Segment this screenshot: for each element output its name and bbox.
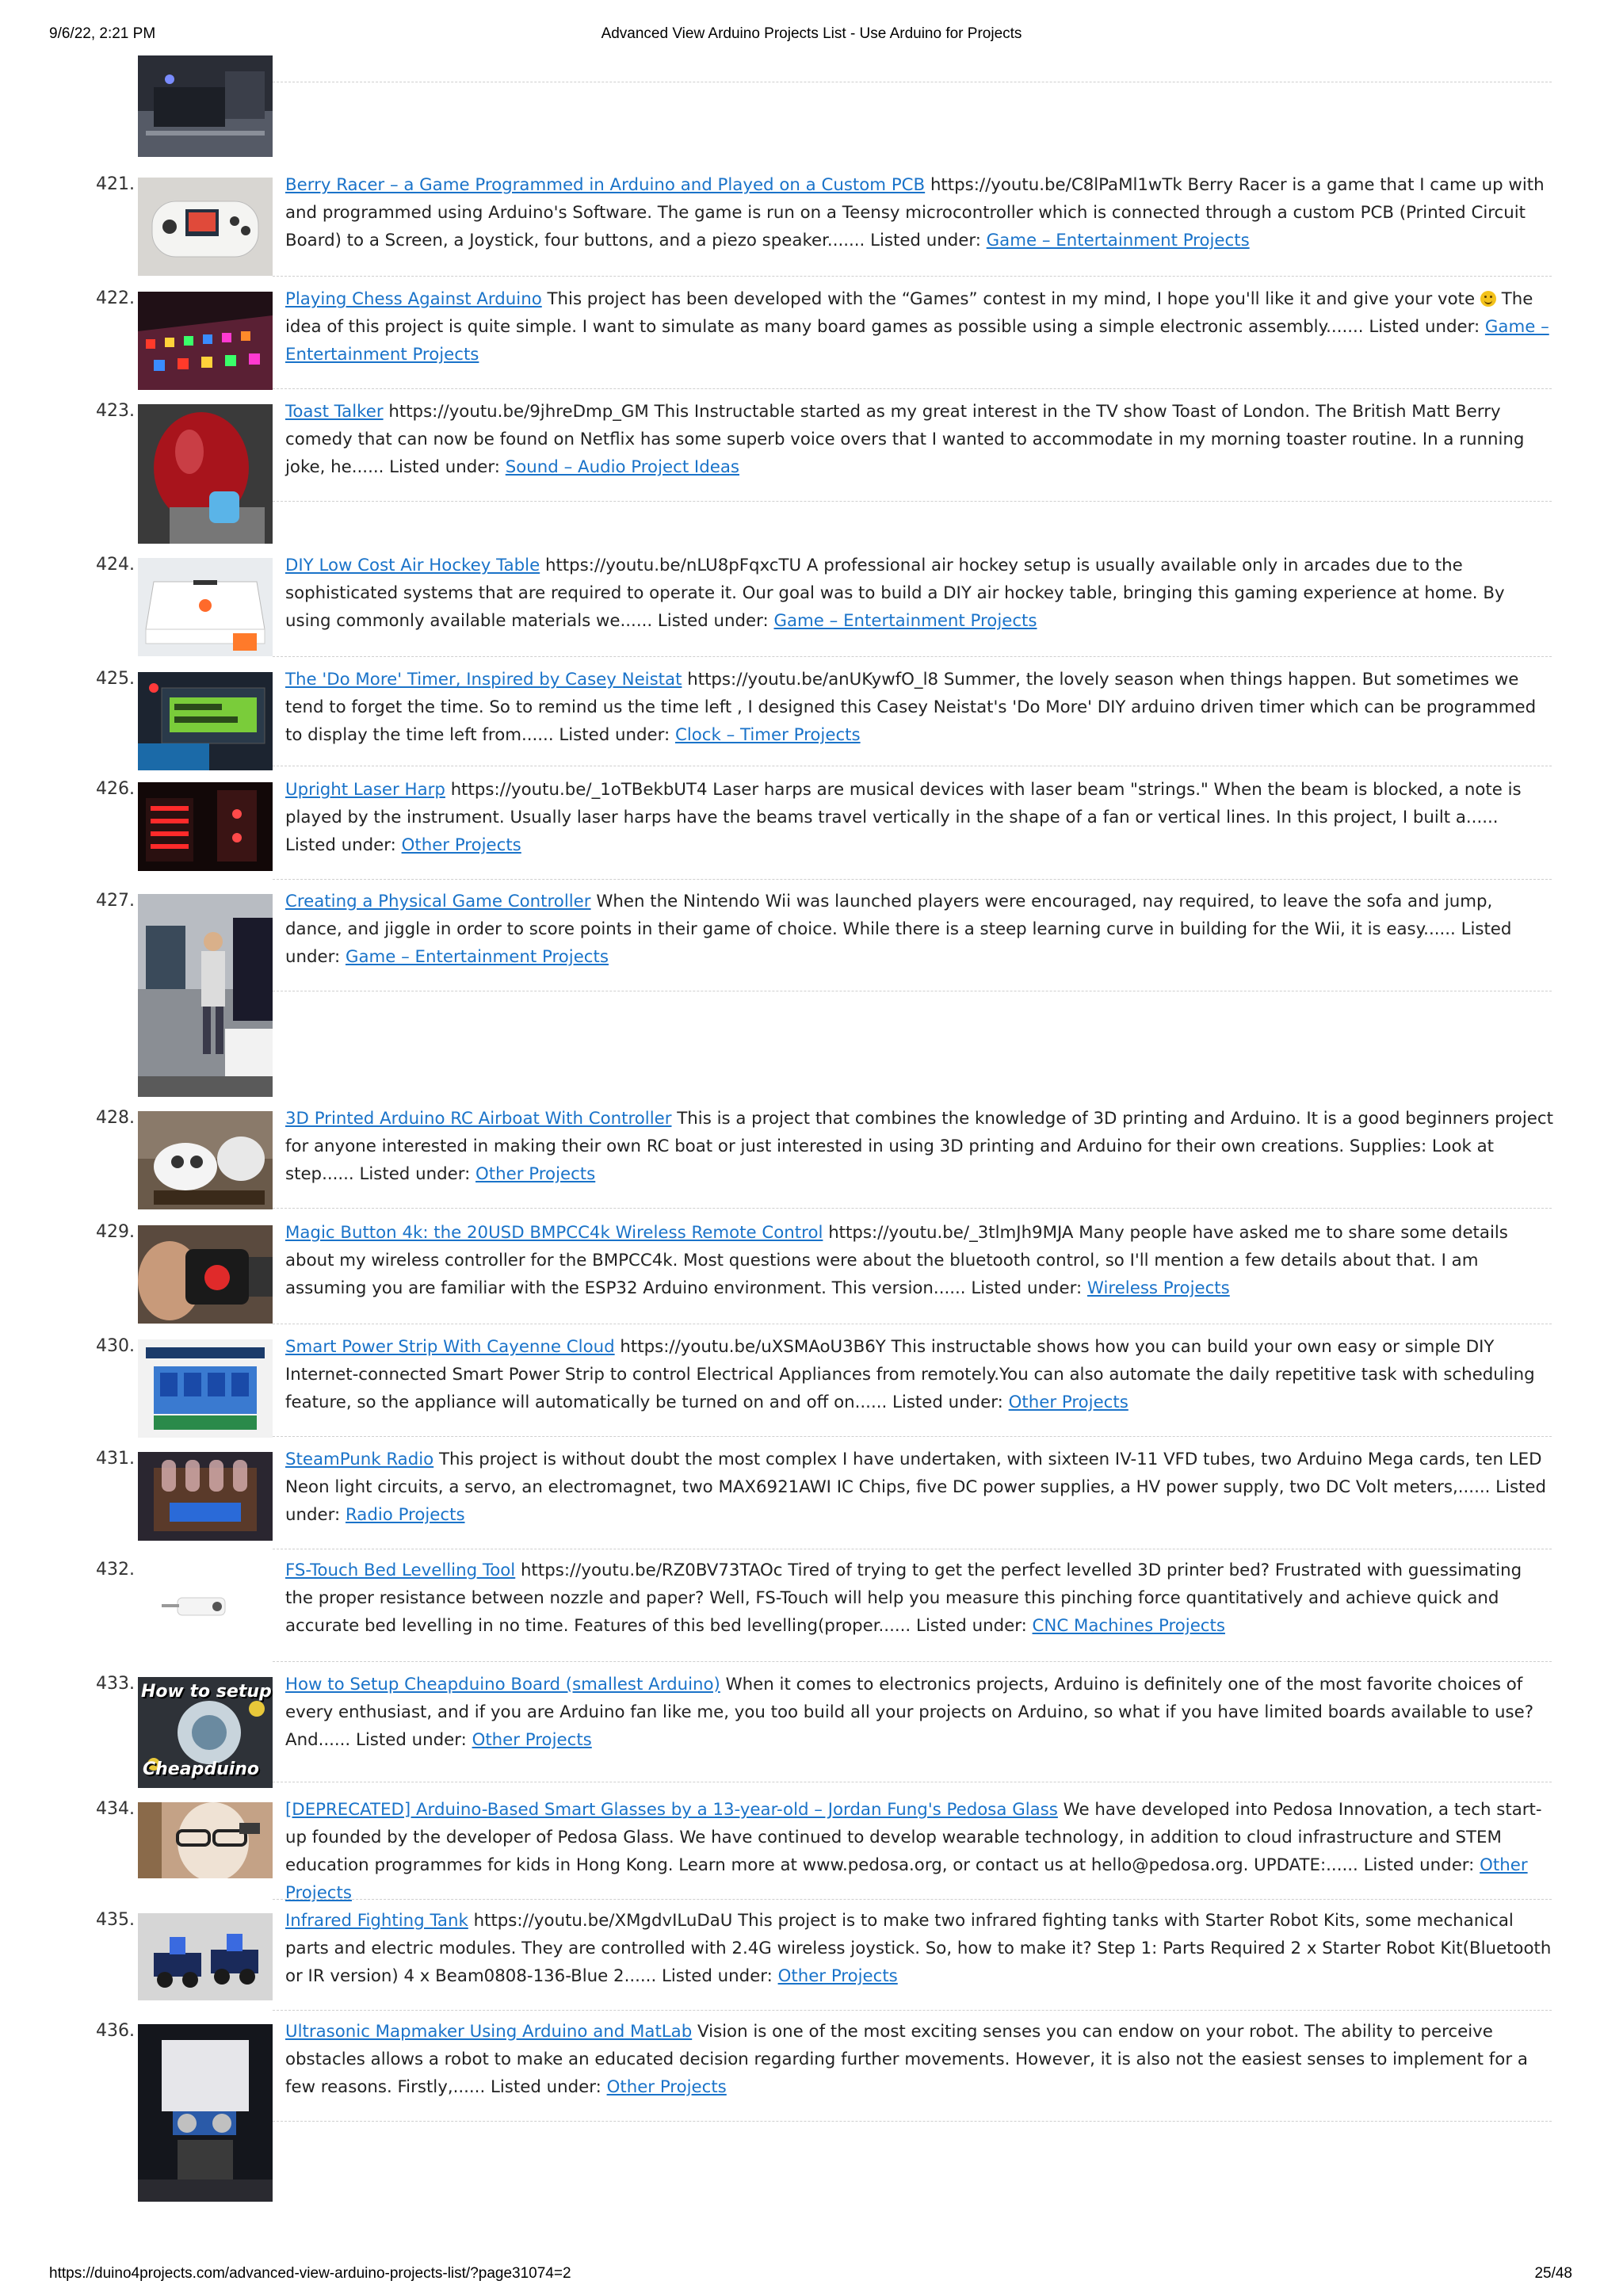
project-title-link[interactable]: [DEPRECATED] Arduino-Based Smart Glasses by a 13-year-old – Jordan Fung's Pedosa Glass	[285, 1800, 1058, 1820]
projects-list	[0, 55, 1623, 2203]
relay-board-photo[interactable]	[138, 1339, 273, 1438]
rc-airboat-photo[interactable]	[138, 1111, 273, 1209]
category-link[interactable]: Game – Entertainment Projects	[285, 317, 1549, 365]
item-description: Smart Power Strip With Cayenne Cloud https://youtu.be/uXSMAoU3B6Y This instructable shows how you can build your own easy or simple DIY Internet-connected Smart Power Strip to control Electrical Appliances from remotely.You can also automate the daily repetitive task with scheduling feature, so the appliance will automatically be turned on and off on...... Listed under: Other Projects	[285, 1337, 1535, 1412]
item-number: 436.	[96, 2021, 135, 2041]
lcd-timer-photo[interactable]	[138, 672, 273, 770]
project-title-link[interactable]: How to Setup Cheapduino Board (smallest Arduino)	[285, 1675, 720, 1694]
category-link[interactable]: Other Projects	[777, 1966, 898, 1986]
item-number: 433.	[96, 1674, 135, 1694]
divider	[273, 2121, 1552, 2122]
category-link[interactable]: Other Projects	[606, 2077, 727, 2097]
print-footer	[0, 2265, 1623, 2289]
project-title-link[interactable]: Berry Racer – a Game Programmed in Arduino and Played on a Custom PCB	[285, 175, 926, 195]
divider	[273, 276, 1552, 277]
laser-harp-photo[interactable]	[138, 782, 273, 871]
category-link[interactable]: Game – Entertainment Projects	[345, 947, 609, 967]
project-title-link[interactable]: Smart Power Strip With Cayenne Cloud	[285, 1337, 615, 1357]
item-number: 429.	[96, 1222, 135, 1242]
divider	[273, 1661, 1552, 1662]
robot-tank-photo[interactable]	[138, 1913, 273, 2000]
item-number: 426.	[96, 779, 135, 799]
page-number: 25/48	[1534, 2265, 1572, 2282]
category-link[interactable]: Other Projects	[285, 1855, 1528, 1903]
remote-button-photo[interactable]	[138, 1225, 273, 1324]
category-link[interactable]: Other Projects	[401, 835, 521, 855]
item-description: The 'Do More' Timer, Inspired by Casey Neistat https://youtu.be/anUKywfO_l8 Summer, the lovely season when things happen. But sometimes we tend to forget the time. So to remind us the time left , I designed this Casey Neistat's 'Do More' DIY arduino driven timer which can be programmed to display the time left from...... Listed under: Clock – Timer Projects	[285, 670, 1537, 745]
print-url: https://duino4projects.com/advanced-view-arduino-projects-list/?page31074=2	[49, 2265, 571, 2282]
project-title-link[interactable]: The 'Do More' Timer, Inspired by Casey Neistat	[285, 670, 682, 690]
item-number: 425.	[96, 669, 135, 689]
item-number: 432.	[96, 1560, 135, 1580]
item-description: Toast Talker https://youtu.be/9jhreDmp_GM This Instructable started as my great interest in the TV show Toast of London. The British Matt Berry comedy that can now be found on Netflix has some superb voice overs that I wanted to accommodate in my morning toaster routine. In a running joke, he...... Listed under: Sound – Audio Project Ideas	[285, 402, 1525, 477]
thumbnail-caption-top: How to setup	[141, 1682, 272, 1702]
item-description: Playing Chess Against Arduino This project has been developed with the “Games” contest in my mind, I hope you'll like it and give your vote The idea of this project is quite simple. I want to simulate as many board games as possible using a simple electronic assembly....... Listed under: Game – Entertainment Projects	[285, 289, 1549, 365]
category-link[interactable]: Other Projects	[472, 1730, 592, 1750]
project-title-link[interactable]: FS-Touch Bed Levelling Tool	[285, 1561, 516, 1580]
category-link[interactable]: Sound – Audio Project Ideas	[505, 457, 739, 477]
category-link[interactable]: Game – Entertainment Projects	[773, 611, 1037, 631]
item-number: 430.	[96, 1336, 135, 1356]
category-link[interactable]: Game – Entertainment Projects	[986, 231, 1250, 250]
divider	[273, 879, 1552, 880]
smiley-icon	[1480, 291, 1496, 307]
project-title-link[interactable]: Creating a Physical Game Controller	[285, 892, 591, 911]
item-description: FS-Touch Bed Levelling Tool https://youtu.be/RZ0BV73TAOc Tired of trying to get the perfect levelled 3D printer bed? Frustrated with guessimating the proper resistance between nozzle and paper? Well, FS-Touch will help you measure this pinching force quantitatively and achieve quick and accurate bed levelling in no time. Features of this bed levelling(proper...... Listed under: CNC Machines Projects	[285, 1561, 1522, 1636]
divider	[273, 1899, 1552, 1900]
item-description: [DEPRECATED] Arduino-Based Smart Glasses by a 13-year-old – Jordan Fung's Pedosa Glass We have developed into Pedosa Innovation, a tech start-up founded by the developer of Pedosa Glass. We have continued to develop wearable technology, in addition to cloud infrastructure and STEM education programmes for kids in Hong Kong. Learn more at www.pedosa.org, or contact us at hello@pedosa.org. UPDATE:...... Listed under: Other Projects	[285, 1800, 1542, 1903]
item-number: 424.	[96, 555, 135, 575]
divider	[273, 2010, 1552, 2011]
led-chessboard-photo[interactable]	[138, 292, 273, 390]
item-description: 3D Printed Arduino RC Airboat With Controller This is a project that combines the knowledge of 3D printing and Arduino. It is a good beginners project for anyone interested in making their own RC boat or just interested in using 3D printing and Arduino for their own creations. Supplies: Look at step...... Listed under: Other Projects	[285, 1109, 1553, 1184]
project-title-link[interactable]: Ultrasonic Mapmaker Using Arduino and MatLab	[285, 2022, 693, 2042]
project-title-link[interactable]: Playing Chess Against Arduino	[285, 289, 542, 309]
divider	[273, 1436, 1552, 1437]
project-title-link[interactable]: Magic Button 4k: the 20USD BMPCC4k Wireless Remote Control	[285, 1223, 823, 1243]
item-number: 427.	[96, 891, 135, 911]
red-toaster-photo[interactable]	[138, 404, 273, 544]
category-link[interactable]: CNC Machines Projects	[1032, 1616, 1225, 1636]
project-title-link[interactable]: 3D Printed Arduino RC Airboat With Controller	[285, 1109, 672, 1129]
divider	[273, 388, 1552, 389]
item-description: Infrared Fighting Tank https://youtu.be/XMgdvILuDaU This project is to make two infrared fighting tanks with Starter Robot Kits, some mechanical parts and electric modules. They are controlled with 2.4G wireless joystick. So, how to make it? Step 1: Parts Required 2 x Starter Robot Kit(Bluetooth or IR version) 4 x Beam0808-136-Blue 2...... Listed under: Other Projects	[285, 1911, 1552, 1986]
item-description: Creating a Physical Game Controller When the Nintendo Wii was launched players were encouraged, nay required, to leave the sofa and jump, dance, and jiggle in order to score points in their game of choice. While there is a steep learning curve in building for the Wii, it is easy...... Listed under: Game – Entertainment Projects	[285, 892, 1512, 967]
levelling-tool-photo[interactable]	[138, 1563, 273, 1650]
item-description: Upright Laser Harp https://youtu.be/_1oTBekbUT4 Laser harps are musical devices with laser beam "strings." When the beam is blocked, a note is played by the instrument. Usually laser harps have the beams travel vertically in the shape of a fan or vertical lines. In this project, I built a...... Listed under: Other Projects	[285, 780, 1522, 855]
item-description: How to Setup Cheapduino Board (smallest Arduino) When it comes to electronics projects, Arduino is definitely one of the most favorite choices of every enthusiast, and if you are Arduino fan like me, you too build all your projects on Arduino, so what if you have limited boards available to use? And...... Listed under: Other Projects	[285, 1675, 1534, 1750]
project-title-link[interactable]: Infrared Fighting Tank	[285, 1911, 468, 1931]
smart-glasses-photo[interactable]	[138, 1802, 273, 1878]
previous-item-thumbnail	[138, 55, 273, 157]
divider	[273, 656, 1552, 657]
person-playing-photo[interactable]	[138, 894, 273, 1097]
item-description: Berry Racer – a Game Programmed in Arduino and Played on a Custom PCB https://youtu.be/C8lPaMl1wTk Berry Racer is a game that I came up with and programmed using Arduino's Software. The game is run on a Teensy microcontroller which is connected through a custom PCB (Printed Circuit Board) to a Screen, a Joystick, four buttons, and a piezo speaker....... Listed under: Game – Entertainment Projects	[285, 175, 1545, 250]
print-page-title: Advanced View Arduino Projects List - Use Arduino for Projects	[601, 25, 1022, 42]
project-title-link[interactable]: Upright Laser Harp	[285, 780, 445, 800]
category-link[interactable]: Other Projects	[1008, 1392, 1128, 1412]
item-number: 421.	[96, 174, 135, 194]
item-number: 431.	[96, 1449, 135, 1469]
print-datetime: 9/6/22, 2:21 PM	[49, 25, 156, 42]
ultrasonic-robot-photo[interactable]	[138, 2024, 273, 2202]
item-description: Magic Button 4k: the 20USD BMPCC4k Wireless Remote Control https://youtu.be/_3tlmJh9MJA Many people have asked me to share some details about my wireless controller for the BMPCC4k. Most questions were about the bluetooth control, so I'll mention a few details about that. I am assuming you are familiar with the ESP32 Arduino environment. This version...... Listed under: Wireless Projects	[285, 1223, 1508, 1298]
steampunk-radio-photo[interactable]	[138, 1452, 273, 1541]
divider	[273, 501, 1552, 502]
item-description: Ultrasonic Mapmaker Using Arduino and MatLab Vision is one of the most exciting senses you can endow on your robot. The ability to perceive obstacles allows a robot to make an educated decision regarding further movements. However, it is also not the easiest senses to implement for a few reasons. Firstly,...... Listed under: Other Projects	[285, 2022, 1528, 2097]
divider	[273, 1208, 1552, 1209]
category-link[interactable]: Wireless Projects	[1086, 1278, 1230, 1298]
print-header	[0, 25, 1623, 49]
project-title-link[interactable]: SteamPunk Radio	[285, 1450, 434, 1469]
category-link[interactable]: Other Projects	[475, 1164, 596, 1184]
category-link[interactable]: Clock – Timer Projects	[674, 725, 861, 745]
item-description: SteamPunk Radio This project is without doubt the most complex I have undertaken, with sixteen IV-11 VFD tubes, two Arduino Mega cards, ten LED Neon light circuits, a servo, an electromagnet, two MAX6921AWI IC Chips, five DC power supplies, a HV power supply, two DC Volt meters,...... Listed under: Radio Projects	[285, 1450, 1547, 1525]
project-title-link[interactable]: DIY Low Cost Air Hockey Table	[285, 556, 540, 575]
item-number: 422.	[96, 288, 135, 308]
project-title-link[interactable]: Toast Talker	[285, 402, 384, 422]
category-link[interactable]: Radio Projects	[345, 1505, 465, 1525]
item-number: 435.	[96, 1910, 135, 1930]
item-number: 428.	[96, 1108, 135, 1128]
item-description: DIY Low Cost Air Hockey Table https://youtu.be/nLU8pFqxcTU A professional air hockey setup is usually available only in arcades due to the sophisticated systems that are required to operate it. Our goal was to build a DIY air hockey table, bringing this gaming experience at home. By using commonly available materials we...... Listed under: Game – Entertainment Projects	[285, 556, 1505, 631]
thumbnail-caption-bottom: Cheapduino	[143, 1759, 260, 1779]
item-number: 434.	[96, 1799, 135, 1819]
item-number: 423.	[96, 401, 135, 421]
handheld-console-photo[interactable]	[138, 178, 273, 276]
air-hockey-table-photo[interactable]	[138, 558, 273, 656]
cheapduino-thumbnail[interactable]	[138, 1677, 273, 1788]
